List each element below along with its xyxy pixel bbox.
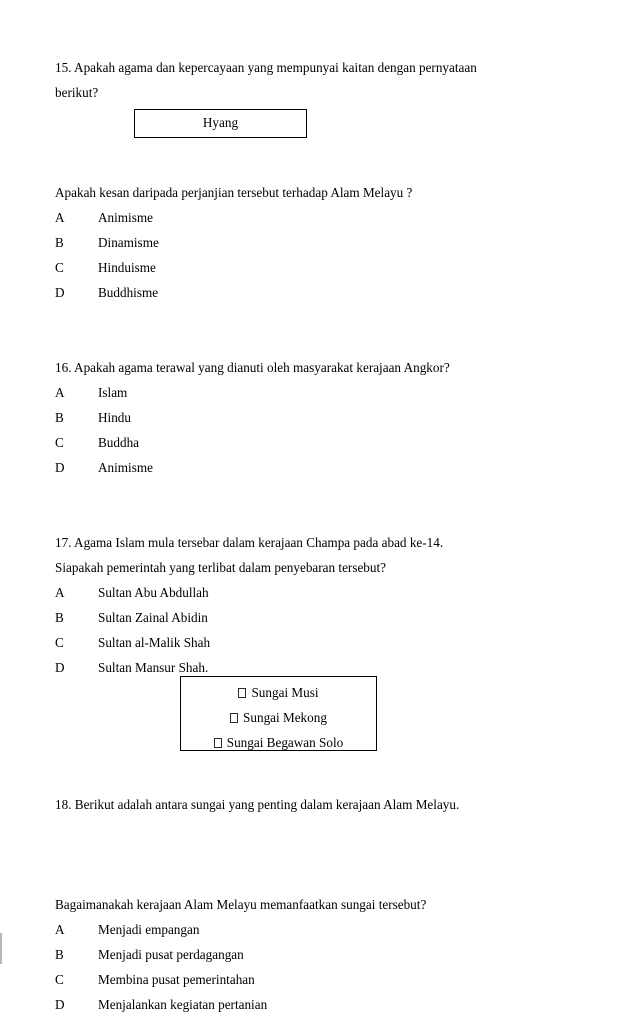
question-17-sub-question: Siapakah pemerintah yang terlibat dalam penyebaran tersebut? (55, 560, 387, 575)
option-text: Sultan Zainal Abidin (98, 610, 208, 625)
question-17-options (55, 580, 559, 680)
option-letter: A (55, 385, 65, 400)
question-18-stimulus-box (180, 676, 377, 751)
option-text: Buddha (98, 435, 140, 450)
option-row[interactable] (55, 430, 559, 455)
question-18-stem: 18. Berikut adalah antara sungai yang penting dalam kerajaan Alam Melayu. (55, 797, 460, 812)
option-text: Menjadi empangan (98, 922, 200, 937)
option-row[interactable] (55, 917, 559, 942)
option-row[interactable] (55, 280, 559, 305)
option-text: Hindu (98, 410, 131, 425)
option-row[interactable] (55, 230, 559, 255)
question-16-stem: 16. Apakah agama terawal yang dianuti oleh masyarakat kerajaan Angkor? (55, 360, 450, 375)
stimulus-list-item (181, 705, 376, 730)
option-row[interactable] (55, 455, 559, 480)
option-letter: A (55, 585, 65, 600)
question-15-options (55, 205, 559, 305)
missing-glyph-bullet-icon (238, 688, 246, 698)
option-row[interactable] (55, 205, 559, 230)
spacer-between-q15-q16 (55, 305, 559, 355)
option-row[interactable] (55, 405, 559, 430)
option-text: Menjalankan kegiatan pertanian (98, 997, 268, 1012)
question-15-stimulus-box (134, 109, 307, 138)
option-text: Sultan Mansur Shah. (98, 660, 209, 675)
stimulus-list-item (181, 730, 376, 755)
question-block-16 (55, 355, 559, 380)
question-15-stem-line-2: berikut? (55, 85, 99, 100)
option-text: Animisme (98, 460, 153, 475)
option-text: Dinamisme (98, 235, 159, 250)
option-row[interactable] (55, 967, 559, 992)
option-letter: C (55, 435, 64, 450)
option-letter: C (55, 260, 64, 275)
stimulus-list-item (181, 680, 376, 705)
option-row[interactable] (55, 380, 559, 405)
option-letter: D (55, 660, 65, 675)
option-text: Hinduisme (98, 260, 156, 275)
stimulus-text-river: Sungai Begawan Solo (226, 735, 344, 750)
option-letter: D (55, 285, 65, 300)
stimulus-text-river: Sungai Musi (251, 685, 319, 700)
option-text: Animisme (98, 210, 153, 225)
option-text: Membina pusat pemerintahan (98, 972, 255, 987)
option-text: Islam (98, 385, 128, 400)
spacer-between-q16-q17 (55, 480, 559, 530)
option-text: Sultan al-Malik Shah (98, 635, 211, 650)
option-text: Menjadi pusat perdagangan (98, 947, 244, 962)
missing-glyph-bullet-icon (214, 738, 222, 748)
option-row[interactable] (55, 630, 559, 655)
stimulus-text-hyang: Hyang (202, 115, 239, 130)
option-letter: A (55, 922, 65, 937)
option-letter: B (55, 235, 64, 250)
option-letter: D (55, 460, 65, 475)
question-16-options (55, 380, 559, 480)
question-15-sub-question: Apakah kesan daripada perjanjian tersebut terhadap Alam Melayu ? (55, 185, 413, 200)
option-letter: D (55, 997, 65, 1012)
question-block-17 (55, 530, 559, 580)
question-18-options (55, 917, 559, 1017)
option-letter: B (55, 410, 64, 425)
option-row[interactable] (55, 992, 559, 1017)
question-18-stimulus-space-a (55, 817, 559, 867)
option-text: Buddhisme (98, 285, 159, 300)
stimulus-text-river: Sungai Mekong (243, 710, 327, 725)
question-15-stem-line-1: 15. Apakah agama dan kepercayaan yang mempunyai kaitan dengan pernyataan (55, 60, 477, 75)
option-row[interactable] (55, 942, 559, 967)
missing-glyph-bullet-icon (230, 713, 238, 723)
question-block-15 (55, 55, 559, 105)
option-letter: C (55, 635, 64, 650)
spacer-after-hyang-box (55, 155, 559, 180)
document-body (55, 55, 559, 1017)
option-letter: B (55, 947, 64, 962)
option-text: Sultan Abu Abdullah (98, 585, 209, 600)
question-15-stimulus-space (55, 105, 559, 155)
question-block-18 (55, 792, 559, 817)
question-18-stimulus-space-b (55, 867, 559, 892)
option-row[interactable] (55, 255, 559, 280)
scan-edge-artifact (0, 933, 2, 964)
option-row[interactable] (55, 605, 559, 630)
spacer-between-q17-q18-c (55, 780, 559, 792)
question-17-stem: 17. Agama Islam mula tersebar dalam kerajaan Champa pada abad ke-14. (55, 535, 444, 550)
option-letter: A (55, 210, 65, 225)
option-letter: C (55, 972, 64, 987)
question-18-sub-question: Bagaimanakah kerajaan Alam Melayu memanfaatkan sungai tersebut? (55, 897, 427, 912)
option-row[interactable] (55, 580, 559, 605)
option-letter: B (55, 610, 64, 625)
